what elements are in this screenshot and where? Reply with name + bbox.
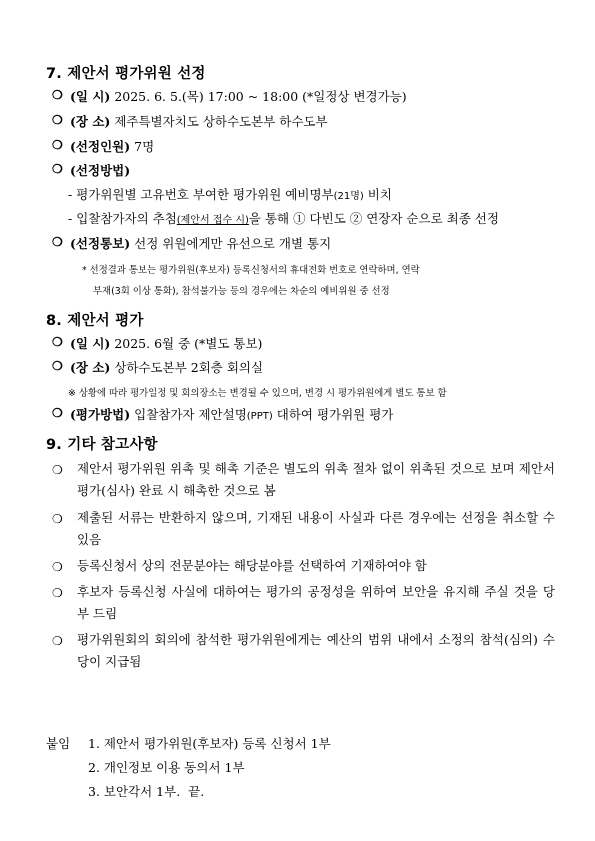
bullet-icon: ❍ xyxy=(52,235,63,249)
s7-place-label: (장 소) xyxy=(70,114,111,129)
s8-date-value: 2025. 6월 중 (*별도 통보) xyxy=(114,336,263,351)
s7-date-value: 2025. 6. 5.(목) 17:00 ~ 18:00 (*일정상 변경가능) xyxy=(114,89,407,104)
section-7-title: 7. 제안서 평가위원 선정 xyxy=(46,66,206,82)
s7-place-value: 제주특별자치도 상하수도본부 하수도부 xyxy=(114,114,328,129)
s7-notify-line xyxy=(70,234,331,252)
s8-method-end: 대하여 평가위원 평가 xyxy=(272,407,394,422)
s8-method-value: 입찰참가자 제안설명 xyxy=(134,407,247,422)
circle-bullet-icon: ❍ xyxy=(52,560,63,574)
attach-item-1: 1. 제안서 평가위원(후보자) 등록 신청서 1부 xyxy=(88,736,331,751)
s8-method-label: (평가방법) xyxy=(70,407,131,422)
s7-count-value: 7명 xyxy=(134,139,155,154)
s8-place-line xyxy=(70,358,263,376)
circle-bullet-icon: ❍ xyxy=(52,463,63,477)
s8-method-line xyxy=(70,405,393,423)
bullet-icon: ❍ xyxy=(52,335,63,349)
s7-method-detail-1-end: 비치 xyxy=(363,187,392,202)
circle-bullet-icon: ❍ xyxy=(52,512,63,526)
s9-item-1: 제안서 평가위원 위촉 및 해촉 기준은 별도의 위촉 절차 없이 위촉된 것으로 보며 제안서 평가(심사) 완료 시 해촉한 것으로 봄 xyxy=(77,461,555,498)
s7-date-label: (일 시) xyxy=(70,89,111,104)
s9-item-2: 제출된 서류는 반환하지 않으며, 기재된 내용이 사실과 다른 경우에는 선정을 취소할 수 있음 xyxy=(77,510,555,547)
s7-method-detail-2-note: (제안서 접수 시) xyxy=(176,215,249,226)
bullet-icon: ❍ xyxy=(52,88,63,102)
s7-method-detail-1-text: - 평가위원별 고유번호 부여한 평가위원 예비명부 xyxy=(68,187,334,202)
s7-place-line xyxy=(70,112,328,130)
bullet-icon: ❍ xyxy=(52,138,63,152)
s9-item-3: 등록신청서 상의 전문분야는 해당분야를 선택하여 기재하여야 함 xyxy=(77,558,427,573)
s7-note-line-1: * 선정결과 통보는 평가위원(후보자) 등록신청서의 휴대전화 번호로 연락하며, 연락 xyxy=(82,265,420,276)
section-8-title: 8. 제안서 평가 xyxy=(46,313,144,329)
s8-place-label: (장 소) xyxy=(70,360,111,375)
attach-label: 붙임 xyxy=(46,736,71,751)
circle-bullet-icon: ❍ xyxy=(52,586,63,600)
s9-item-5: 평가위원회의 회의에 참석한 평가위원에게는 예산의 범위 내에서 소정의 참석(심의) 수당이 지급됨 xyxy=(77,632,555,669)
attach-item-2: 2. 개인정보 이용 동의서 1부 xyxy=(88,760,245,775)
s7-count-line xyxy=(70,137,154,155)
s7-method-label: (선정방법) xyxy=(70,163,131,178)
s7-notify-value: 선정 위원에게만 유선으로 개별 통지 xyxy=(134,236,332,251)
s8-place-value: 상하수도본부 2회층 회의실 xyxy=(114,360,264,375)
s7-note-line-2: 부재(3회 이상 통화), 참석불가능 등의 경우에는 차순의 예비위원 중 선정 xyxy=(93,286,390,297)
bullet-icon: ❍ xyxy=(52,406,63,420)
s8-date-line xyxy=(70,334,262,352)
s7-method-line xyxy=(70,161,130,179)
circle-bullet-icon: ❍ xyxy=(52,634,63,648)
section-9-title: 9. 기타 참고사항 xyxy=(46,437,158,453)
s7-method-detail-2-text: - 입찰참가자의 추첨 xyxy=(68,211,177,226)
s7-method-detail-2 xyxy=(68,209,499,227)
s8-note: ※ 상황에 따라 평가일정 및 회의장소는 변경될 수 있으며, 변경 시 평가위원에게 별도 통보 함 xyxy=(68,388,447,399)
s9-item-4: 후보자 등록신청 사실에 대하여는 평가의 공정성을 위하여 보안을 유지해 주실 것을 당부 드림 xyxy=(77,584,555,621)
attach-item-3: 3. 보안각서 1부. 끝. xyxy=(88,784,205,799)
s8-date-label: (일 시) xyxy=(70,336,111,351)
s7-count-label: (선정인원) xyxy=(70,139,131,154)
s7-method-detail-2-end: 을 통해 ① 다빈도 ② 연장자 순으로 최종 선정 xyxy=(248,211,499,226)
bullet-icon: ❍ xyxy=(52,113,63,127)
bullet-icon: ❍ xyxy=(52,359,63,373)
s7-method-detail-1 xyxy=(68,185,392,203)
bullet-icon: ❍ xyxy=(52,162,63,176)
s7-method-detail-1-count: (21명) xyxy=(333,191,364,202)
s8-method-ppt: (PPT) xyxy=(246,411,273,422)
s7-notify-label: (선정통보) xyxy=(70,236,131,251)
s7-date-line xyxy=(70,87,407,105)
